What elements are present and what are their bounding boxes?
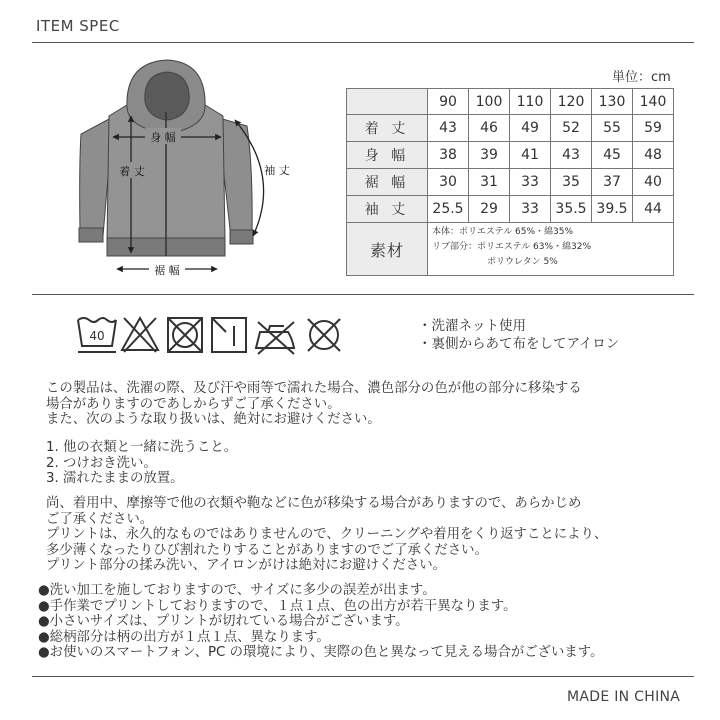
- value-cell: 46: [469, 115, 510, 142]
- divider-top: [32, 42, 694, 43]
- warning-paragraph: [46, 381, 582, 428]
- text-line: 場合がありますのであしからずご了承ください。: [46, 396, 341, 412]
- wash-40-icon: [78, 318, 116, 352]
- wash-temp: 40: [89, 329, 105, 343]
- bullet-item: ●手作業でプリントしておりますので、１点１点、色の出方が若干異なります。: [38, 598, 517, 614]
- table-row: [347, 142, 674, 169]
- row-label: 身 幅: [347, 142, 428, 169]
- table-row: [347, 196, 674, 223]
- table-row: [347, 115, 674, 142]
- material-label: 素材: [347, 223, 428, 276]
- text-line: また、次のような取り扱いは、絶対にお避けください。: [46, 412, 381, 427]
- unit-label: 単位：cm: [612, 70, 671, 85]
- size-cell: 110: [510, 89, 551, 115]
- value-cell: 33: [510, 169, 551, 196]
- size-cell: 120: [551, 89, 592, 115]
- value-cell: 43: [551, 142, 592, 169]
- row-label: 着 丈: [347, 115, 428, 142]
- text-line: ご了承ください。: [46, 511, 154, 527]
- section-title: ITEM SPEC: [36, 17, 120, 35]
- bullet-item: ●小さいサイズは、プリントが切れている場合がございます。: [38, 614, 409, 629]
- value-cell: 35.5: [551, 196, 592, 223]
- value-cell: 49: [510, 115, 551, 142]
- divider-middle: [32, 294, 694, 295]
- value-cell: 39: [469, 142, 510, 169]
- size-cell: 90: [428, 89, 469, 115]
- material-cell: [428, 223, 674, 276]
- hoodie-illustration: [75, 56, 315, 291]
- length-label: 着 丈: [119, 165, 145, 178]
- made-in-label: MADE IN CHINA: [567, 689, 681, 705]
- corner-cell: [347, 89, 428, 115]
- avoid-list: [46, 440, 237, 487]
- text-line: 尚、着用中、摩擦等で他の衣類や鞄などに色が移染する場合がありますので、あらかじめ: [46, 496, 582, 511]
- body-width-label: 身 幅: [150, 131, 176, 144]
- care-note: ・裏側からあて布をしてアイロン: [418, 336, 620, 352]
- bullet-item: ●洗い加工を施しておりますので、サイズに多少の誤差が出ます。: [38, 583, 436, 598]
- value-cell: 55: [592, 115, 633, 142]
- table-row: [347, 169, 674, 196]
- text-line: プリント部分の揉み洗い、アイロンがけは絶対にお避けください。: [46, 558, 446, 573]
- value-cell: 41: [510, 142, 551, 169]
- text-line: プリントは、永久的なものではありませんので、クリーニングや着用をくり返すことにより、: [46, 527, 608, 542]
- value-cell: 25.5: [428, 196, 469, 223]
- size-cell: 130: [592, 89, 633, 115]
- value-cell: 39.5: [592, 196, 633, 223]
- material-line: 本体：ポリエステル 65%・綿35%: [432, 227, 574, 237]
- bullet-item: ●総柄部分は柄の出方が１点１点、異なります。: [38, 629, 330, 645]
- size-cell: 100: [469, 89, 510, 115]
- value-cell: 48: [633, 142, 674, 169]
- value-cell: 43: [428, 115, 469, 142]
- divider-bottom: [32, 676, 694, 677]
- material-line: ポリウレタン 5%: [487, 257, 558, 267]
- value-cell: 44: [633, 196, 674, 223]
- notes-bullets: [38, 583, 604, 661]
- value-cell: 45: [592, 142, 633, 169]
- care-note: ・洗濯ネット使用: [418, 318, 526, 334]
- value-cell: 29: [469, 196, 510, 223]
- material-row: [347, 223, 674, 276]
- list-item: 2. つけおき洗い。: [46, 455, 157, 471]
- size-header-row: [347, 89, 674, 115]
- size-cell: 140: [633, 89, 674, 115]
- value-cell: 30: [428, 169, 469, 196]
- hem-width-label: 裾 幅: [154, 264, 180, 277]
- no-tumble-dry-icon: [168, 318, 202, 352]
- care-notes: [418, 317, 619, 353]
- value-cell: 31: [469, 169, 510, 196]
- value-cell: 37: [592, 169, 633, 196]
- sleeve-label: 袖 丈: [264, 164, 290, 177]
- line-dry-shade-icon: [212, 318, 246, 352]
- no-iron-icon: [256, 322, 294, 354]
- care-symbols: [76, 314, 366, 358]
- value-cell: 38: [428, 142, 469, 169]
- list-item: 3. 濡れたままの放置。: [46, 471, 184, 486]
- size-table: [346, 88, 674, 276]
- value-cell: 52: [551, 115, 592, 142]
- text-line: 多少薄くなったりひび割れたりすることがありますのでご了承ください。: [46, 542, 488, 558]
- value-cell: 40: [633, 169, 674, 196]
- material-line: リブ部分：ポリエステル 63%・綿32%: [432, 242, 592, 252]
- print-paragraph: [46, 496, 607, 574]
- value-cell: 33: [510, 196, 551, 223]
- value-cell: 35: [551, 169, 592, 196]
- list-item: 1. 他の衣類と一緒に洗うこと。: [46, 440, 238, 455]
- row-label: 裾 幅: [347, 169, 428, 196]
- no-dry-clean-icon: [308, 319, 340, 351]
- no-bleach-icon: [122, 318, 158, 352]
- bullet-item: ●お使いのスマートフォン、PC の環境により、実際の色と異なって見える場合がございます。: [38, 645, 604, 660]
- value-cell: 59: [633, 115, 674, 142]
- row-label: 袖 丈: [347, 196, 428, 223]
- text-line: この製品は、洗濯の際、及び汗や雨等で濡れた場合、濃色部分の色が他の部分に移染する: [46, 381, 582, 396]
